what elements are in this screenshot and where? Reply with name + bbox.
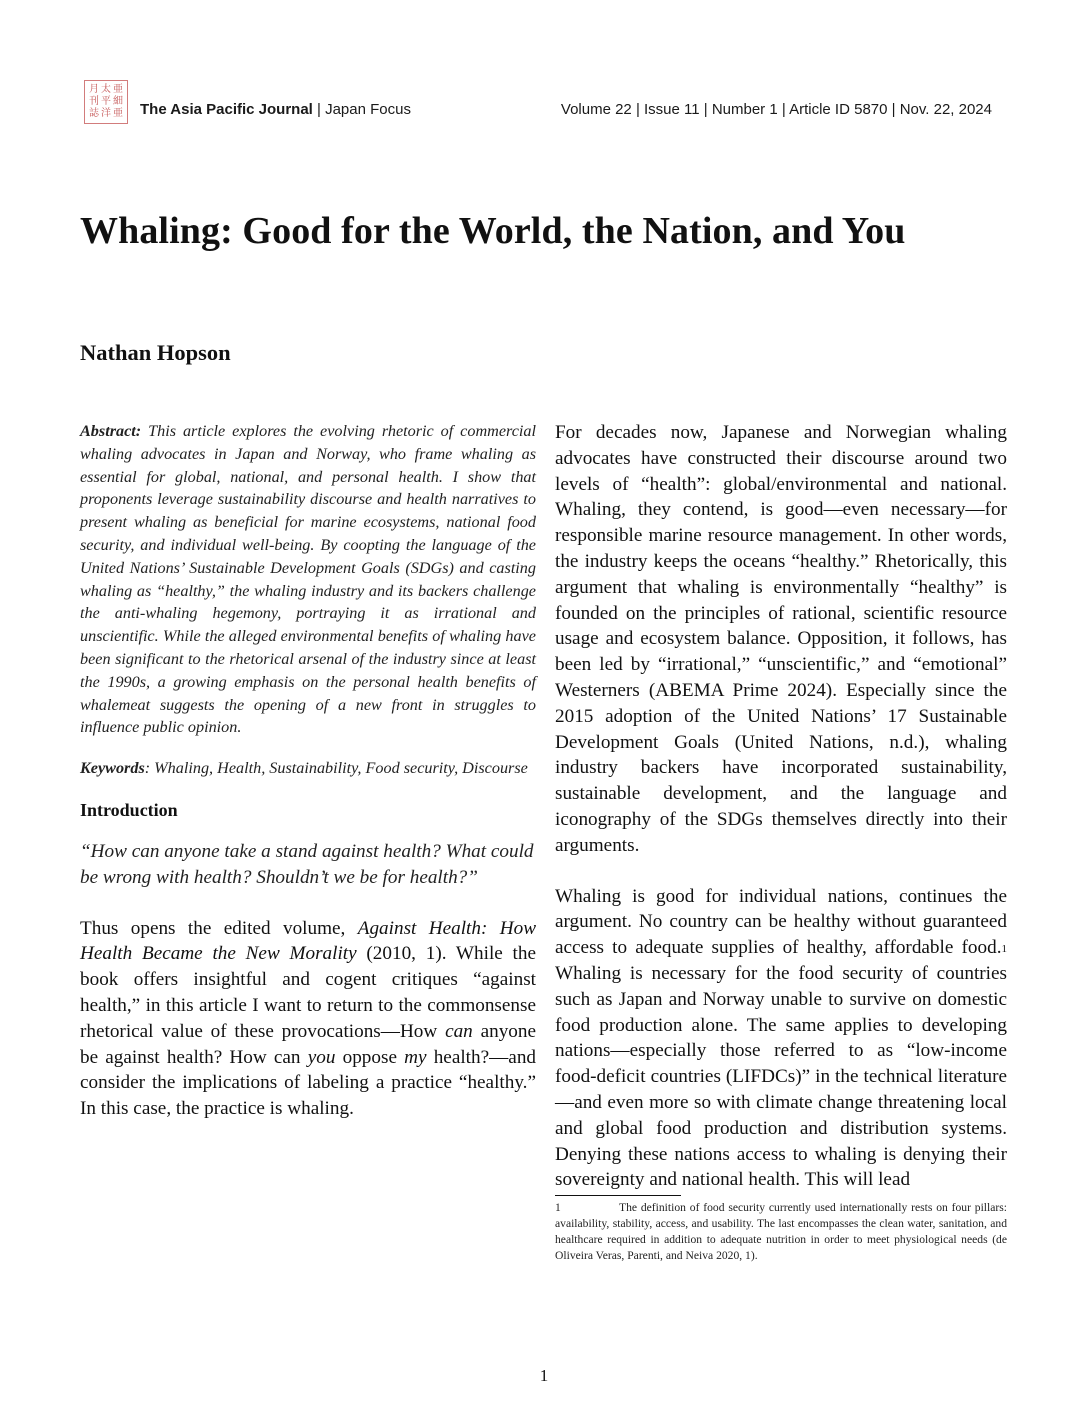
seal-char: 月 (89, 84, 99, 95)
body-paragraph-2 (555, 884, 1007, 1194)
seal-char: 太 (101, 84, 111, 95)
author-name: Nathan Hopson (80, 340, 231, 365)
journal-header (84, 80, 992, 126)
seal-char: 細 (113, 96, 123, 107)
body-paragraph-1: For decades now, Japanese and Norwegian whaling advocates have constructed their discourse around two levels of “health”: global/environmental and national. Whaling, they contend, is good—even necessary—for responsible marine resource management. In other words, the industry keeps the oceans “healthy.” Rhetorically, this argument that whaling is environmentally “healthy” is founded on the principles of rational, scientific resource usage and ecosystem balance. Opposition, it follows, has been led by “irrational,” “unscientific,” and “emotional” Westerners (ABEMA Prime 2024). Especially since the 2015 adoption of the United Nations’ 17 Sustainable Development Goals (United Nations, n.d.), whaling industry backers have incorporated sustainability, sustainable development, and the language and iconography of the SDGs themselves directly into their arguments. (555, 422, 1007, 856)
emphasis-my: my (404, 1046, 427, 1068)
journal-title: The Asia Pacific Journal (140, 101, 313, 118)
seal-char: 平 (101, 96, 111, 107)
book-title: Against Health: How Health Became the New Morality (80, 917, 536, 965)
text-run: anyone be against health? How can (80, 1020, 536, 1068)
abstract-label: Abstract: (80, 422, 142, 440)
keywords-text: : Whaling, Health, Sustainability, Food security, Discourse (144, 759, 528, 778)
keywords-label: Keywords (80, 759, 145, 778)
footnote-divider (555, 1195, 681, 1196)
seal-char: 洋 (101, 108, 111, 119)
journal-seal-logo (84, 80, 128, 124)
footnote-reference[interactable]: 1 (1001, 943, 1007, 956)
epigraph-quote: “How can anyone take a stand against health? What could be wrong with health? Shouldn’t we be for health?” (80, 840, 534, 888)
seal-char: 亜 (113, 84, 123, 95)
text-run: oppose (335, 1046, 405, 1068)
footnote-number: 1 (555, 1201, 561, 1215)
text-run: Whaling is good for individual nations, continues the argument. No country can be healthy without guaranteed access to adequate supplies of healthy, affordable food. (555, 885, 1007, 959)
seal-characters (88, 84, 124, 120)
emphasis-can: can (445, 1020, 473, 1042)
footnote-text: The definition of food security currently used internationally rests on four pillars: availability, stability, access, and usability. The last encompasses the clean water, sanitation, and healthcare required in addition to adequate nutrition in order to meet physiological needs (de Oliveira Veras, Parenti, and Neiva 2020, 1). (555, 1201, 1007, 1262)
article-title: Whaling: Good for the World, the Nation, and You (80, 210, 906, 252)
journal-subtitle: | Japan Focus (317, 101, 411, 118)
journal-name (140, 101, 411, 118)
abstract-text: This article explores the evolving rhetoric of commercial whaling advocates in Japan and Norway, who frame whaling as essential for global, national, and personal health. I show that proponents leverage sustainability discourse and health narratives to present whaling as beneficial for marine ecosystems, national food security, and individual well-being. By coopting the language of the United Nations’ Sustainable Development Goals (SDGs) and casting whaling as “healthy,” the whaling industry and its backers challenge the anti-whaling hegemony, portraying it as irrational and unscientific. While the alleged environmental benefits of whaling have been significant to the rhetorical arsenal of the industry since at least the 1990s, a growing emphasis on the personal health benefits of whalemeat suggests the opening of a new front in struggles to influence public opinion. (80, 422, 536, 737)
right-column (555, 420, 1007, 1263)
footnote (555, 1200, 1007, 1263)
abstract (80, 420, 536, 739)
seal-char: 亜 (113, 108, 123, 119)
text-run: health?—and consider the implications of labeling a practice “healthy.” In this case, the practice is whaling. (80, 1046, 537, 1120)
page-number: 1 (539, 1366, 549, 1385)
emphasis-you: you (307, 1046, 336, 1068)
text-run: Thus opens the edited volume, (80, 917, 358, 939)
seal-char: 誌 (89, 108, 99, 119)
introduction-heading: Introduction (80, 799, 178, 820)
keywords (80, 757, 536, 780)
left-column (80, 420, 536, 1122)
intro-paragraph (80, 916, 536, 1122)
seal-char: 刊 (89, 96, 99, 107)
issue-info: Volume 22 | Issue 11 | Number 1 | Article ID 5870 | Nov. 22, 2024 (560, 101, 992, 118)
text-run: Whaling is necessary for the food security of countries such as Japan and Norway unable to survive on domestic food production alone. The same applies to developing nations—especially those referred to as “low-income food-deficit countries (LIFDCs)” in the technical literature—and even more so with climate change threatening local and global food production and distribution systems. Denying these nations access to whaling is denying their sovereignty and national health. This will lead (555, 962, 1007, 1191)
text-run: (2010, 1). While the book offers insightful and cogent critiques “against health,” in this article I want to return to the commonsense rhetorical value of these provocations—How (80, 943, 536, 1042)
